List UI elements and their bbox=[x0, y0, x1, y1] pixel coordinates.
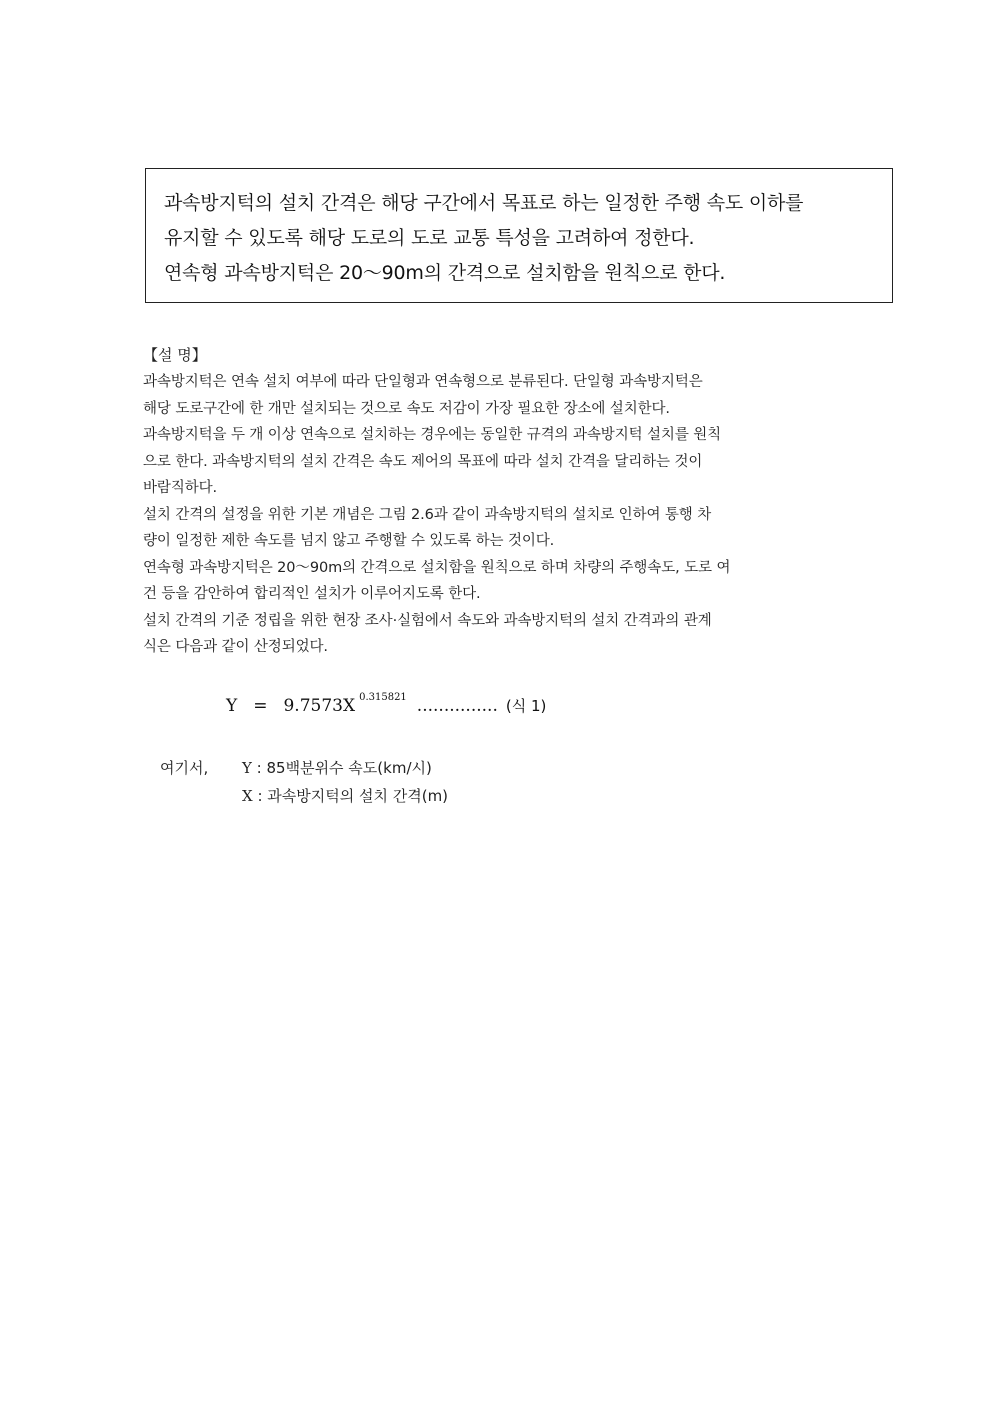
formula-dots: ............... bbox=[416, 696, 498, 716]
explanation-line: 해당 도로구간에 한 개만 설치되는 것으로 속도 저감이 가장 필요한 장소에 설치한다. bbox=[143, 400, 670, 417]
rule-line-1: 과속방지턱의 설치 간격은 해당 구간에서 목표로 하는 일정한 주행 속도 이하를 bbox=[164, 192, 804, 214]
explanation-line: 설치 간격의 기준 정립을 위한 현장 조사·실험에서 속도와 과속방지턱의 설치 간격과의 관계 bbox=[143, 612, 712, 629]
formula-exponent: 0.315821 bbox=[359, 692, 407, 704]
rule-line-2: 유지할 수 있도록 해당 도로의 도로 교통 특성을 고려하여 정한다. bbox=[164, 227, 695, 249]
formula bbox=[226, 692, 547, 716]
explanation-line: 건 등을 감안하여 합리적인 설치가 이루어지도록 한다. bbox=[143, 586, 481, 602]
formula-rhs: 9.7573X bbox=[283, 696, 356, 716]
explanation-line: 과속방지턱은 연속 설치 여부에 따라 단일형과 연속형으로 분류된다. 단일형 과속방지턱은 bbox=[143, 374, 703, 390]
definition-text: : 과속방지턱의 설치 간격(m) bbox=[252, 787, 449, 805]
section-title: 【설 명】 bbox=[143, 346, 207, 364]
definition-var: Y bbox=[242, 759, 252, 777]
definition-row-y bbox=[160, 754, 448, 782]
where-label: 여기서, bbox=[160, 759, 209, 777]
definition-row-x bbox=[160, 782, 448, 810]
explanation-line: 과속방지턱을 두 개 이상 연속으로 설치하는 경우에는 동일한 규격의 과속방지턱 설치를 원칙 bbox=[143, 427, 722, 443]
formula-equals: = bbox=[253, 696, 268, 716]
explanation-line: 바람직하다. bbox=[143, 480, 218, 496]
variable-definitions bbox=[160, 754, 448, 810]
formula-reference: (식 1) bbox=[505, 697, 547, 715]
explanation-line: 량이 일정한 제한 속도를 넘지 않고 주행할 수 있도록 하는 것이다. bbox=[143, 533, 555, 549]
explanation-line: 연속형 과속방지턱은 20～90m의 간격으로 설치함을 원칙으로 하며 차량의 주행속도, 도로 여 bbox=[143, 559, 731, 576]
rule-box bbox=[145, 168, 893, 303]
explanation-line: 으로 한다. 과속방지턱의 설치 간격은 속도 제어의 목표에 따라 설치 간격을 달리하는 것이 bbox=[143, 453, 703, 470]
explanation-line: 설치 간격의 설정을 위한 기본 개념은 그림 2.6과 같이 과속방지턱의 설치로 인하여 통행 차 bbox=[143, 506, 712, 523]
rule-line-3: 연속형 과속방지턱은 20～90m의 간격으로 설치함을 원칙으로 한다. bbox=[164, 262, 726, 284]
definition-var: X bbox=[242, 787, 253, 805]
definition-text: : 85백분위수 속도(km/시) bbox=[251, 759, 432, 777]
explanation-section bbox=[143, 342, 863, 661]
explanation-line: 식은 다음과 같이 산정되었다. bbox=[143, 639, 328, 655]
formula-lhs: Y bbox=[226, 696, 238, 716]
